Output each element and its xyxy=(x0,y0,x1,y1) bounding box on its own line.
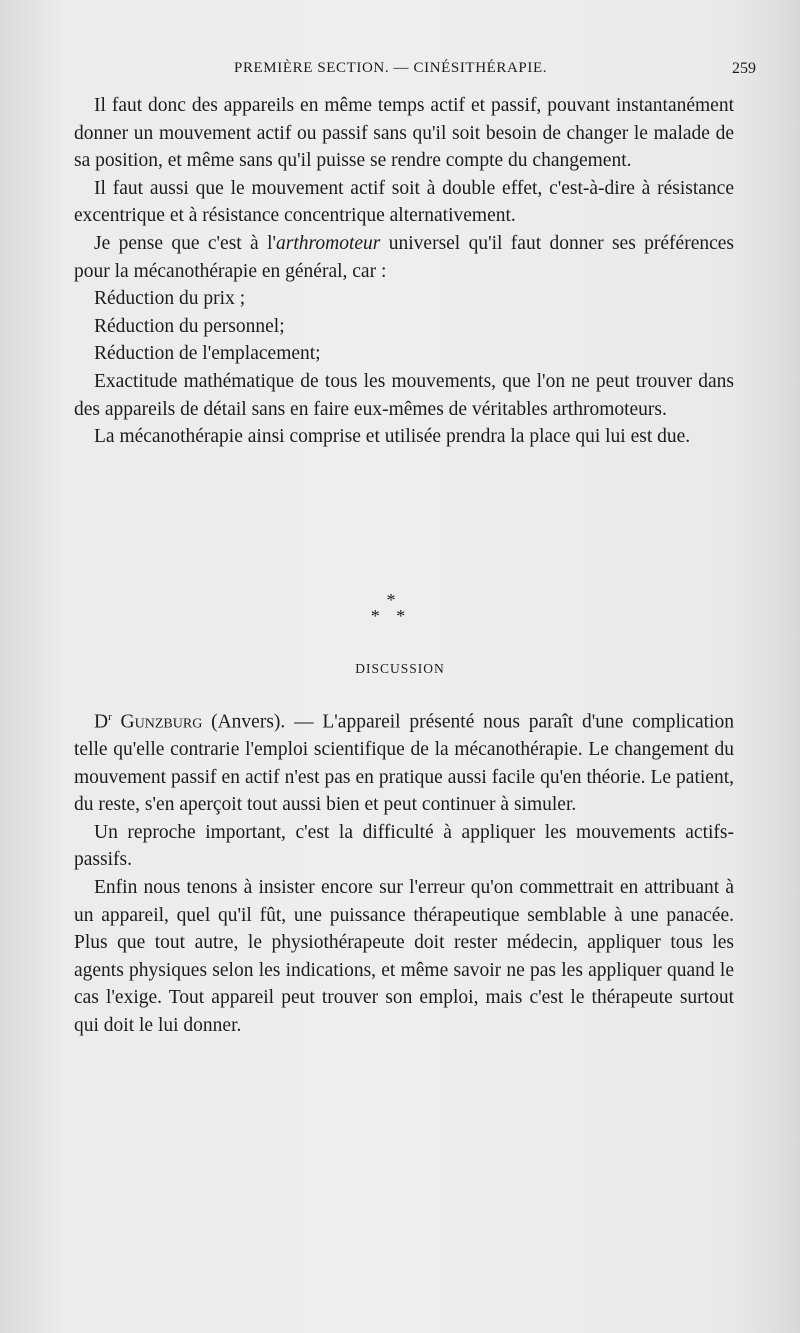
list-item: Réduction du prix ; xyxy=(94,288,246,310)
paragraph: La mécanothérapie ainsi comprise et utilisée prendra la place qui lui est due. xyxy=(94,426,691,448)
paragraph: Il faut aussi que le mouvement actif soit à double effet, c'est-à-dire à résistance excentrique et à résistance concentrique alternativement. xyxy=(74,177,734,227)
separator-stars-bottom: * * xyxy=(370,606,412,626)
discussion-text xyxy=(74,704,734,1040)
speaker-name: Gunzburg xyxy=(111,711,203,733)
paragraph: Exactitude mathématique de tous les mouvements, que l'on ne peut trouver dans des appareils de détail sans en faire eux-mêmes de véritables arthromoteurs. xyxy=(74,370,734,420)
section-separator xyxy=(364,590,418,636)
list-item: Réduction du personnel; xyxy=(94,315,285,337)
paragraph: Il faut donc des appareils en même temps actif et passif, pouvant instantanément donner un mouvement actif ou passif sans qu'il soit besoin de changer le malade de sa position, et même sans qu'il puisse se rendre compte du changement. xyxy=(74,95,734,172)
paragraph: Un reproche important, c'est la difficulté à appliquer les mouvements actifs-passifs. xyxy=(74,821,734,871)
paragraph: Enfin nous tenons à insister encore sur l'erreur qu'on commettrait en attribuant à un appareil, quel qu'il fût, une puissance thérapeutique semblable à une panacée. Plus que tout autre, le physiothérapeute doit rester médecin, appliquer tous les agents physiques selon les indications, et même savoir ne pas les appliquer quand le cas l'exige. Tout appareil peut trouver son emploi, mais c'est le thérapeute surtout qui doit le lui donner. xyxy=(74,877,734,1037)
running-title: PREMIÈRE SECTION. — CINÉSITHÉRAPIE. xyxy=(234,60,548,76)
main-text xyxy=(74,92,734,451)
list-item: Réduction de l'emplacement; xyxy=(94,343,321,365)
discussion-heading: DISCUSSION xyxy=(355,661,445,676)
page-number: 259 xyxy=(732,60,756,77)
page-header xyxy=(74,60,756,86)
emphasis: arthromoteur xyxy=(276,232,381,254)
separator-star-top: * xyxy=(386,590,396,610)
paragraph: Je pense que c'est à l'arthromoteur universel qu'il faut donner ses préférences pour la mécanothérapie en général, car : xyxy=(74,232,735,282)
paragraph: $D^r$ Gunzburg (Anvers). — L'appareil présenté nous paraît d'une complication telle qu'elle contrarie l'emploi scientifique de la mécanothérapie. Le changement du mouvement passif en actif n'est pas en pratique aussi facile qu'en théorie. Le patient, du reste, s'en aperçoit tout aussi bien et peut continuer à simuler. xyxy=(74,711,734,816)
